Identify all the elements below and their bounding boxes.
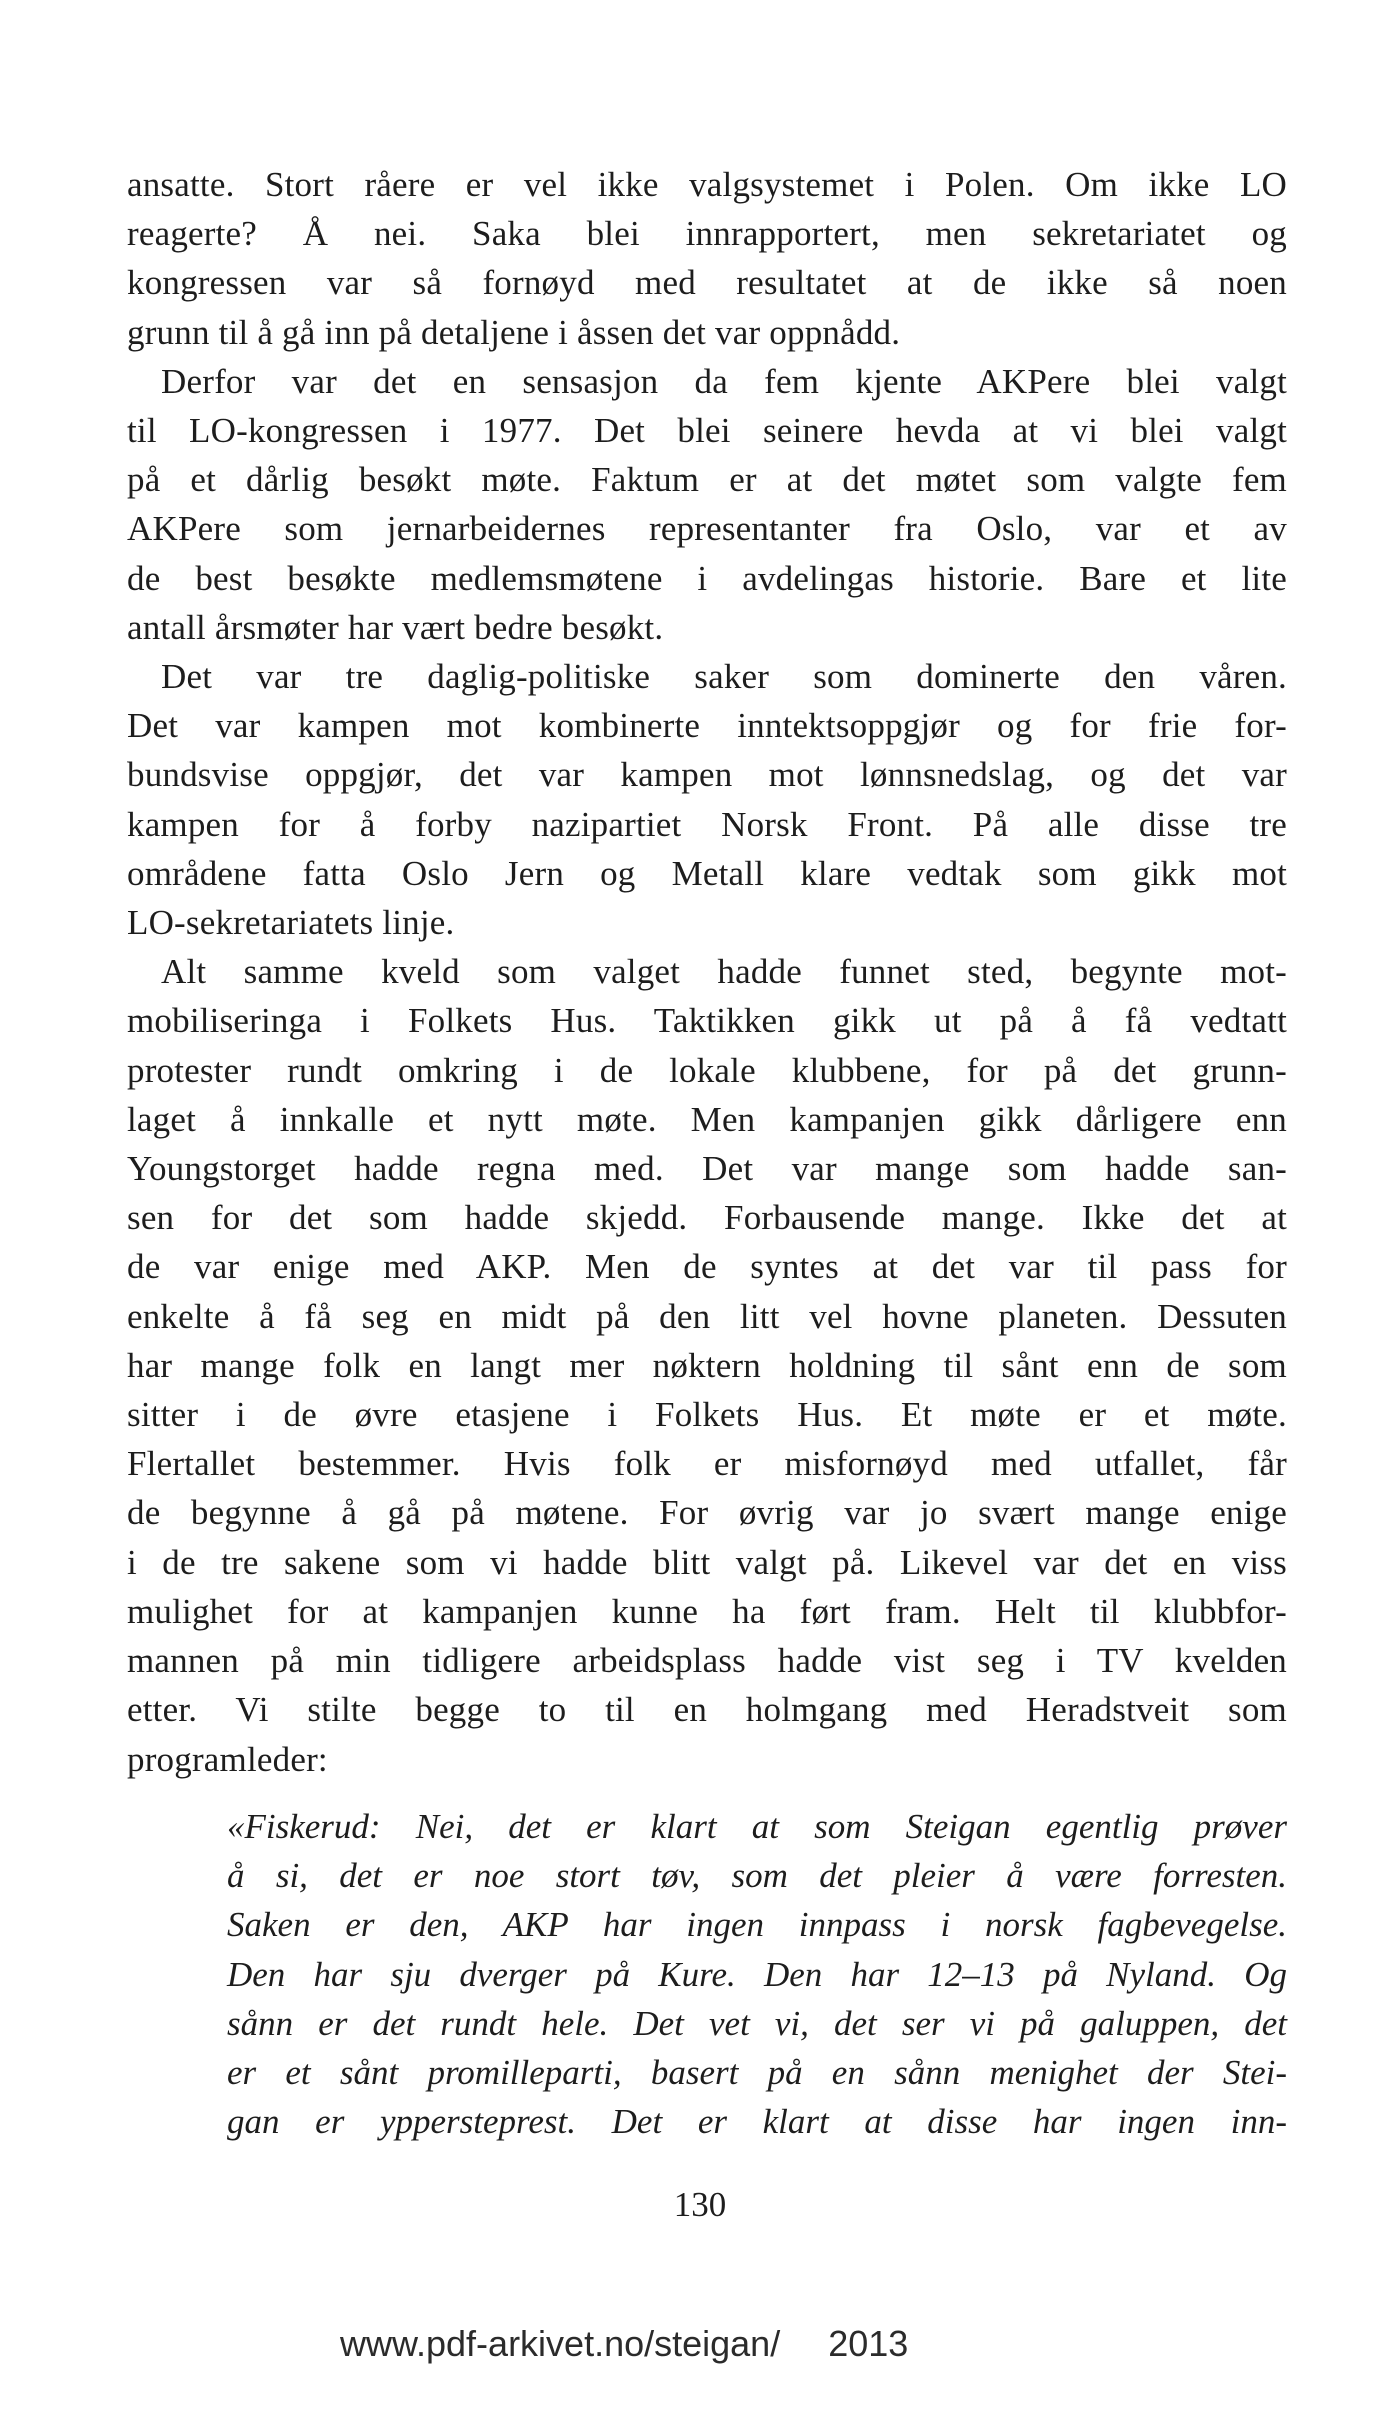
body-line: Det var kampen mot kombinerte inntektsoppgjør og for frie for- <box>127 706 1287 746</box>
body-line: Youngstorget hadde regna med. Det var mange som hadde san- <box>127 1149 1287 1189</box>
paragraph-end-line: LO-sekretariatets linje. <box>127 903 455 943</box>
paragraph-start-line: Det var tre daglig-politiske saker som dominerte den våren. <box>161 657 1287 697</box>
quote-line: Den har sju dverger på Kure. Den har 12–13 på Nyland. Og <box>227 1954 1287 1994</box>
watermark-year: 2013 <box>828 2323 909 2364</box>
paragraph-end-line: grunn til å gå inn på detaljene i åssen det var oppnådd. <box>127 312 901 352</box>
body-text <box>127 160 1287 1784</box>
body-line: i de tre sakene som vi hadde blitt valgt på. Likevel var det en viss <box>127 1542 1287 1582</box>
body-line: kongressen var så fornøyd med resultatet at de ikke så noen <box>127 263 1287 303</box>
body-line: de best besøkte medlemsmøtene i avdelingas historie. Bare et lite <box>127 558 1287 598</box>
quote-line: gan er yppersteprest. Det er klart at disse har ingen inn- <box>227 2102 1287 2142</box>
body-line: reagerte? Å nei. Saka blei innrapportert, men sekretariatet og <box>127 214 1287 254</box>
body-line: på et dårlig besøkt møte. Faktum er at det møtet som valgte fem <box>127 460 1287 500</box>
body-line: mulighet for at kampanjen kunne ha ført fram. Helt til klubbfor- <box>127 1591 1287 1631</box>
body-line: kampen for å forby nazipartiet Norsk Front. På alle disse tre <box>127 804 1287 844</box>
paragraph-start-line: Alt samme kveld som valget hadde funnet sted, begynte mot- <box>161 952 1287 992</box>
body-line: mobiliseringa i Folkets Hus. Taktikken gikk ut på å få vedtatt <box>127 1001 1287 1041</box>
body-line: har mange folk en langt mer nøktern holdning til sånt enn de som <box>127 1345 1287 1385</box>
source-watermark <box>340 2322 908 2366</box>
body-line: de begynne å gå på møtene. For øvrig var jo svært mange enige <box>127 1493 1287 1533</box>
quote-line: sånn er det rundt hele. Det vet vi, det ser vi på galuppen, det <box>227 2003 1287 2043</box>
block-quote <box>227 1802 1287 2146</box>
body-line: protester rundt omkring i de lokale klubbene, for på det grunn- <box>127 1050 1287 1090</box>
body-line: mannen på min tidligere arbeidsplass hadde vist seg i TV kvelden <box>127 1641 1287 1681</box>
quote-line: Saken er den, AKP har ingen innpass i norsk fagbevegelse. <box>227 1905 1287 1945</box>
page-number: 130 <box>673 2185 727 2224</box>
paragraph-end-line: programleder: <box>127 1739 328 1779</box>
body-line: de var enige med AKP. Men de syntes at det var til pass for <box>127 1247 1287 1287</box>
paragraph-start-line: Derfor var det en sensasjon da fem kjente AKPere blei valgt <box>161 361 1287 401</box>
body-line: AKPere som jernarbeidernes representanter fra Oslo, var et av <box>127 509 1287 549</box>
body-line: etter. Vi stilte begge to til en holmgang med Heradstveit som <box>127 1690 1287 1730</box>
paragraph-end-line: antall årsmøter har vært bedre besøkt. <box>127 607 664 647</box>
body-line: laget å innkalle et nytt møte. Men kampanjen gikk dårligere enn <box>127 1099 1287 1139</box>
body-line: sen for det som hadde skjedd. Forbausende mange. Ikke det at <box>127 1198 1287 1238</box>
body-line: sitter i de øvre etasjene i Folkets Hus. Et møte er et møte. <box>127 1395 1287 1435</box>
body-line: ansatte. Stort råere er vel ikke valgsystemet i Polen. Om ikke LO <box>127 165 1287 204</box>
body-line: områdene fatta Oslo Jern og Metall klare vedtak som gikk mot <box>127 853 1287 893</box>
quote-line: å si, det er noe stort tøv, som det pleier å være forresten. <box>227 1856 1287 1896</box>
watermark-url: www.pdf-arkivet.no/steigan/ <box>340 2323 781 2364</box>
body-line: enkelte å få seg en midt på den litt vel hovne planeten. Dessuten <box>127 1296 1287 1336</box>
body-line: Flertallet bestemmer. Hvis folk er misfornøyd med utfallet, får <box>127 1444 1287 1484</box>
quote-line: «Fiskerud: Nei, det er klart at som Steigan egentlig prøver <box>227 1807 1287 1846</box>
quote-line: er et sånt promilleparti, basert på en sånn menighet der Stei- <box>227 2053 1287 2093</box>
body-line: bundsvise oppgjør, det var kampen mot lønnsnedslag, og det var <box>127 755 1287 795</box>
body-line: til LO-kongressen i 1977. Det blei seinere hevda at vi blei valgt <box>127 411 1287 451</box>
